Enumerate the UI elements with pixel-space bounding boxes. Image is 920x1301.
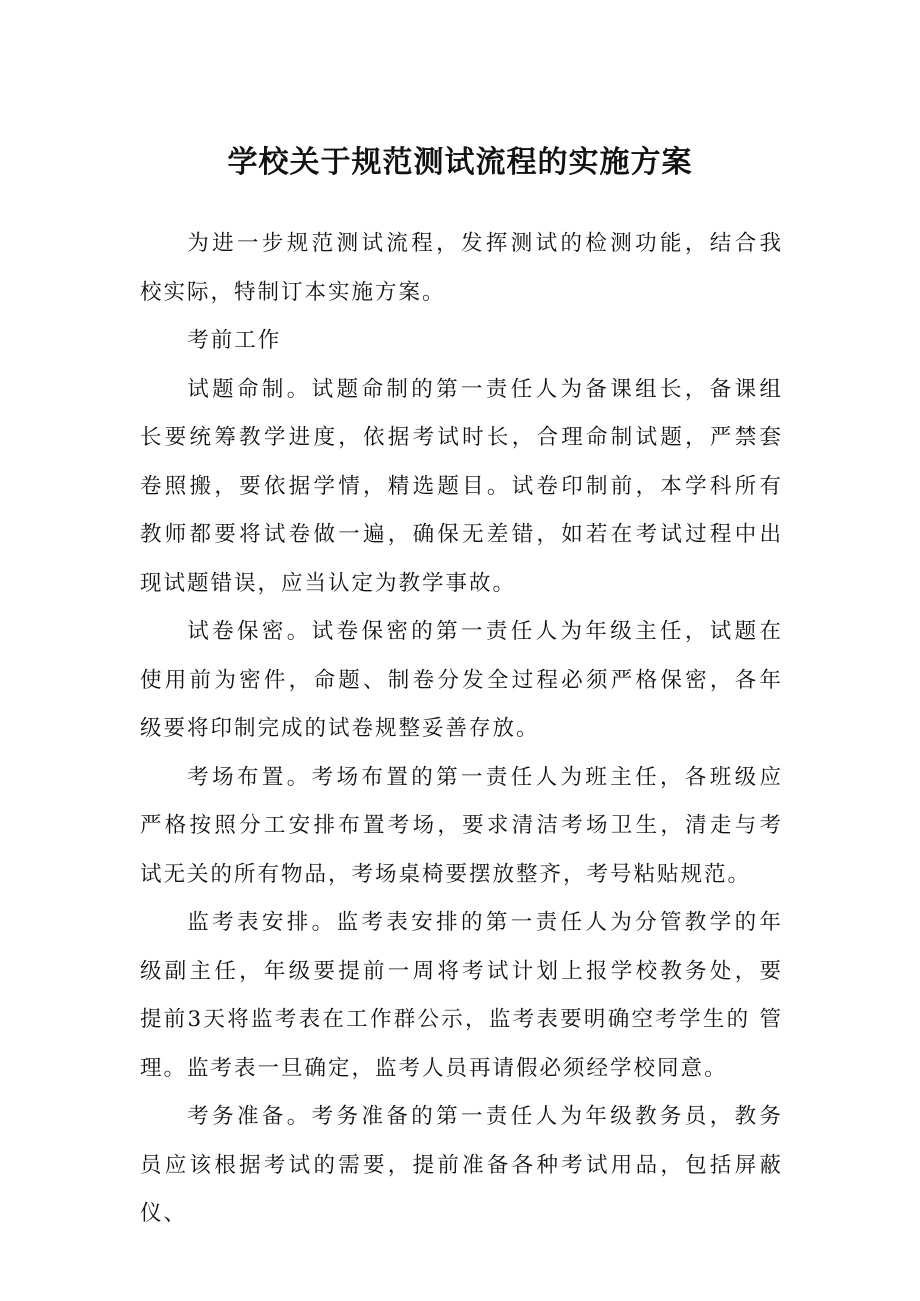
section-heading-pre-exam: 考前工作 (187, 328, 282, 353)
document-title: 学校关于规范测试流程的实施方案 (227, 145, 693, 180)
paragraph-question-setting: 试题命制。试题命制的第一责任人为备课组长，备课组 长要统筹教学进度，依据考试时长，合理命制试题，严禁套 卷照搬，要依据学情，精选题目。试卷印制前，本学科所有 教师都要将试卷做一遍，确保无差错，如若在考试过程中出 现试题错误，应当认定为教学事故。 (140, 376, 783, 596)
paragraph-intro: 为进一步规范测试流程，发挥测试的检测功能，结合我 校实际，特制订本实施方案。 (140, 231, 783, 305)
paragraph-exam-affairs-prep: 考务准备。考务准备的第一责任人为年级教务员，教务 员应该根据考试的需要，提前准备各种考试用品，包括屏蔽 仪、 (140, 1104, 783, 1226)
paragraph-paper-security: 试卷保密。试卷保密的第一责任人为年级主任，试题在 使用前为密件，命题、制卷分发全过程必须严格保密，各年 级要将印制完成的试卷规整妥善存放。 (140, 619, 783, 741)
paragraph-exam-room-setup: 考场布置。考场布置的第一责任人为班主任，各班级应 严格按照分工安排布置考场，要求清洁考场卫生，清走与考 试无关的所有物品，考场桌椅要摆放整齐，考号粘贴规范。 (140, 764, 783, 887)
document-body (140, 220, 783, 1239)
paragraph-invigilation-schedule: 监考表安排。监考表安排的第一责任人为分管教学的年 级副主任，年级要提前一周将考试计划上报学校教务处，要 提前3天将监考表在工作群公示，监考表要明确空考学生的 管理。监考表一旦确定，监考人员再请假必须经学校同意。 (140, 910, 783, 1081)
